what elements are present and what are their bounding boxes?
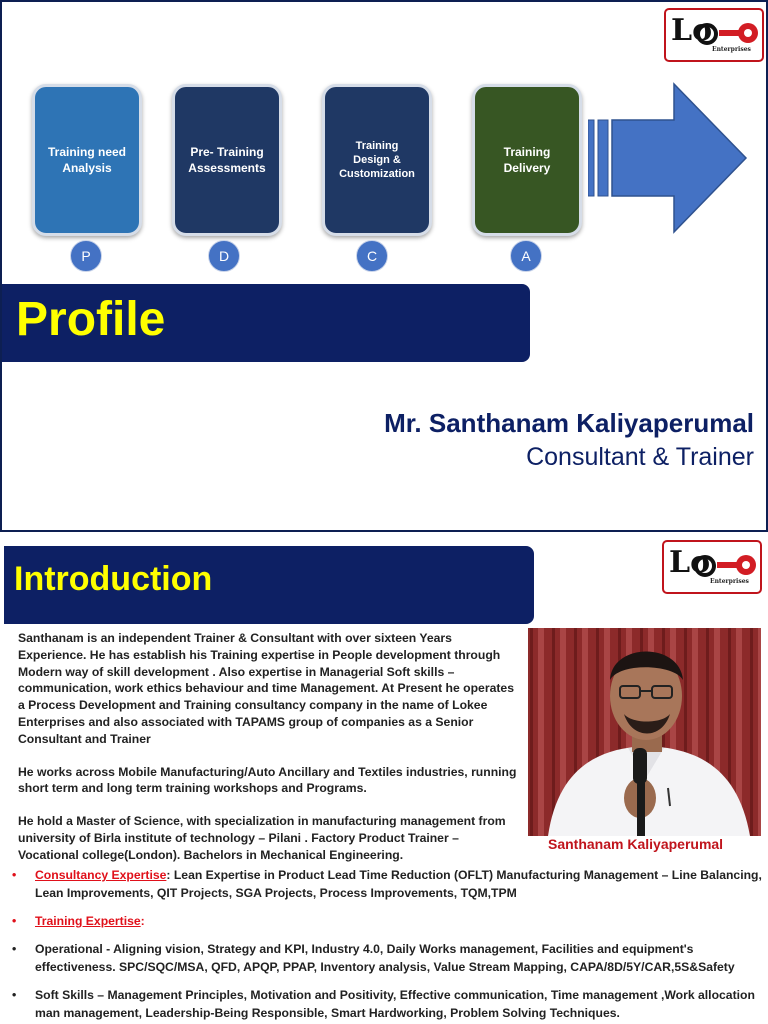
bullet-icon: • bbox=[12, 914, 17, 928]
profile-banner bbox=[2, 284, 530, 362]
profile-title: Profile bbox=[16, 293, 166, 346]
step-letter-p: P bbox=[70, 240, 102, 272]
intro-paragraph: Santhanam is an independent Trainer & Consultant with over sixteen Years Experience. He has establish his Training expertise in People development through Modern way of skill development . Also expertise in Managerial Soft skills – communication, work ethics behaviour and time Management. At Present he operates a Process Development and Training consultancy company in the name of Lokee Enterprises and also associated with TAPAMS group of companies as a Senior Consultant and Trainer bbox=[18, 631, 514, 746]
photo-caption: Santhanam Kaliyaperumal bbox=[548, 836, 724, 852]
step-letter-d: D bbox=[208, 240, 240, 272]
intro-paragraph: He works across Mobile Manufacturing/Auto Ancillary and Textiles industries, running short term and long term training workshops and Programs. bbox=[18, 764, 517, 796]
operational-text: Operational - Aligning vision, Strategy and KPI, Industry 4.0, Daily Works management, Facilities and equipment's effectiveness. SPC/SQC/MSA, QFD, APQP, PPAP, Inventory analysis, Value Stream Mapping, CAPA/8D/5Y/CAR,5S&Safety bbox=[35, 942, 735, 974]
bullet-icon: • bbox=[12, 942, 17, 956]
right-arrow-icon bbox=[588, 82, 752, 234]
list-item bbox=[10, 866, 762, 902]
intro-paragraph: He hold a Master of Science, with specialization in manufacturing management from university of Birla institute of technology – Pilani . Factory Product Trainer – Vocational college(London). Bachelors in Mechanical Engineering. bbox=[18, 814, 506, 862]
consultancy-text: : Lean Expertise in Product Lead Time Reduction (OFLT) Manufacturing Management – Line Balancing, Lean Improvements, QIT Projects, SGA Projects, Process Improvements, TQM,TPM bbox=[35, 868, 762, 900]
introduction-text bbox=[18, 630, 520, 880]
list-item: • Training Expertise: bbox=[12, 914, 145, 928]
step-pre-training-assessments: Pre- Training Assessments bbox=[172, 84, 282, 236]
step-letter-c: C bbox=[356, 240, 388, 272]
soft-skills-text: Soft Skills – Management Principles, Motivation and Positivity, Effective communication, Time management ,Work allocation man management, Leadership-Being Responsible, Smart Hardworking, Problem Solving Techniques. bbox=[35, 988, 755, 1020]
logo-subtitle: Enterprises bbox=[712, 46, 751, 53]
expertise-list bbox=[10, 866, 762, 1024]
lokee-logo bbox=[664, 8, 764, 62]
step-training-design: Training Design & Customization bbox=[322, 84, 432, 236]
step-letter-a: A bbox=[510, 240, 542, 272]
introduction-banner bbox=[4, 546, 534, 624]
gear-icon bbox=[694, 555, 716, 577]
consultant-role: Consultant & Trainer bbox=[526, 443, 754, 471]
training-label: Training Expertise bbox=[35, 914, 141, 928]
step-training-delivery: Training Delivery bbox=[472, 84, 582, 236]
list-item bbox=[10, 940, 762, 976]
lokee-logo bbox=[662, 540, 762, 594]
bullet-icon: • bbox=[12, 868, 17, 882]
logo-mark: Lo bbox=[669, 545, 711, 580]
logo-subtitle: Enterprises bbox=[710, 578, 749, 585]
consultancy-label: Consultancy Expertise bbox=[35, 868, 167, 882]
consultant-name: Mr. Santhanam Kaliyaperumal bbox=[384, 408, 754, 438]
step-training-need-analysis: Training need Analysis bbox=[32, 84, 142, 236]
trainer-photo bbox=[528, 628, 761, 836]
introduction-title: Introduction bbox=[14, 560, 213, 598]
list-item bbox=[10, 986, 762, 1022]
bullet-icon: • bbox=[12, 988, 17, 1002]
gear-icon bbox=[696, 23, 718, 45]
introduction-slide bbox=[0, 536, 768, 1024]
logo-mark: Lo bbox=[671, 13, 713, 48]
